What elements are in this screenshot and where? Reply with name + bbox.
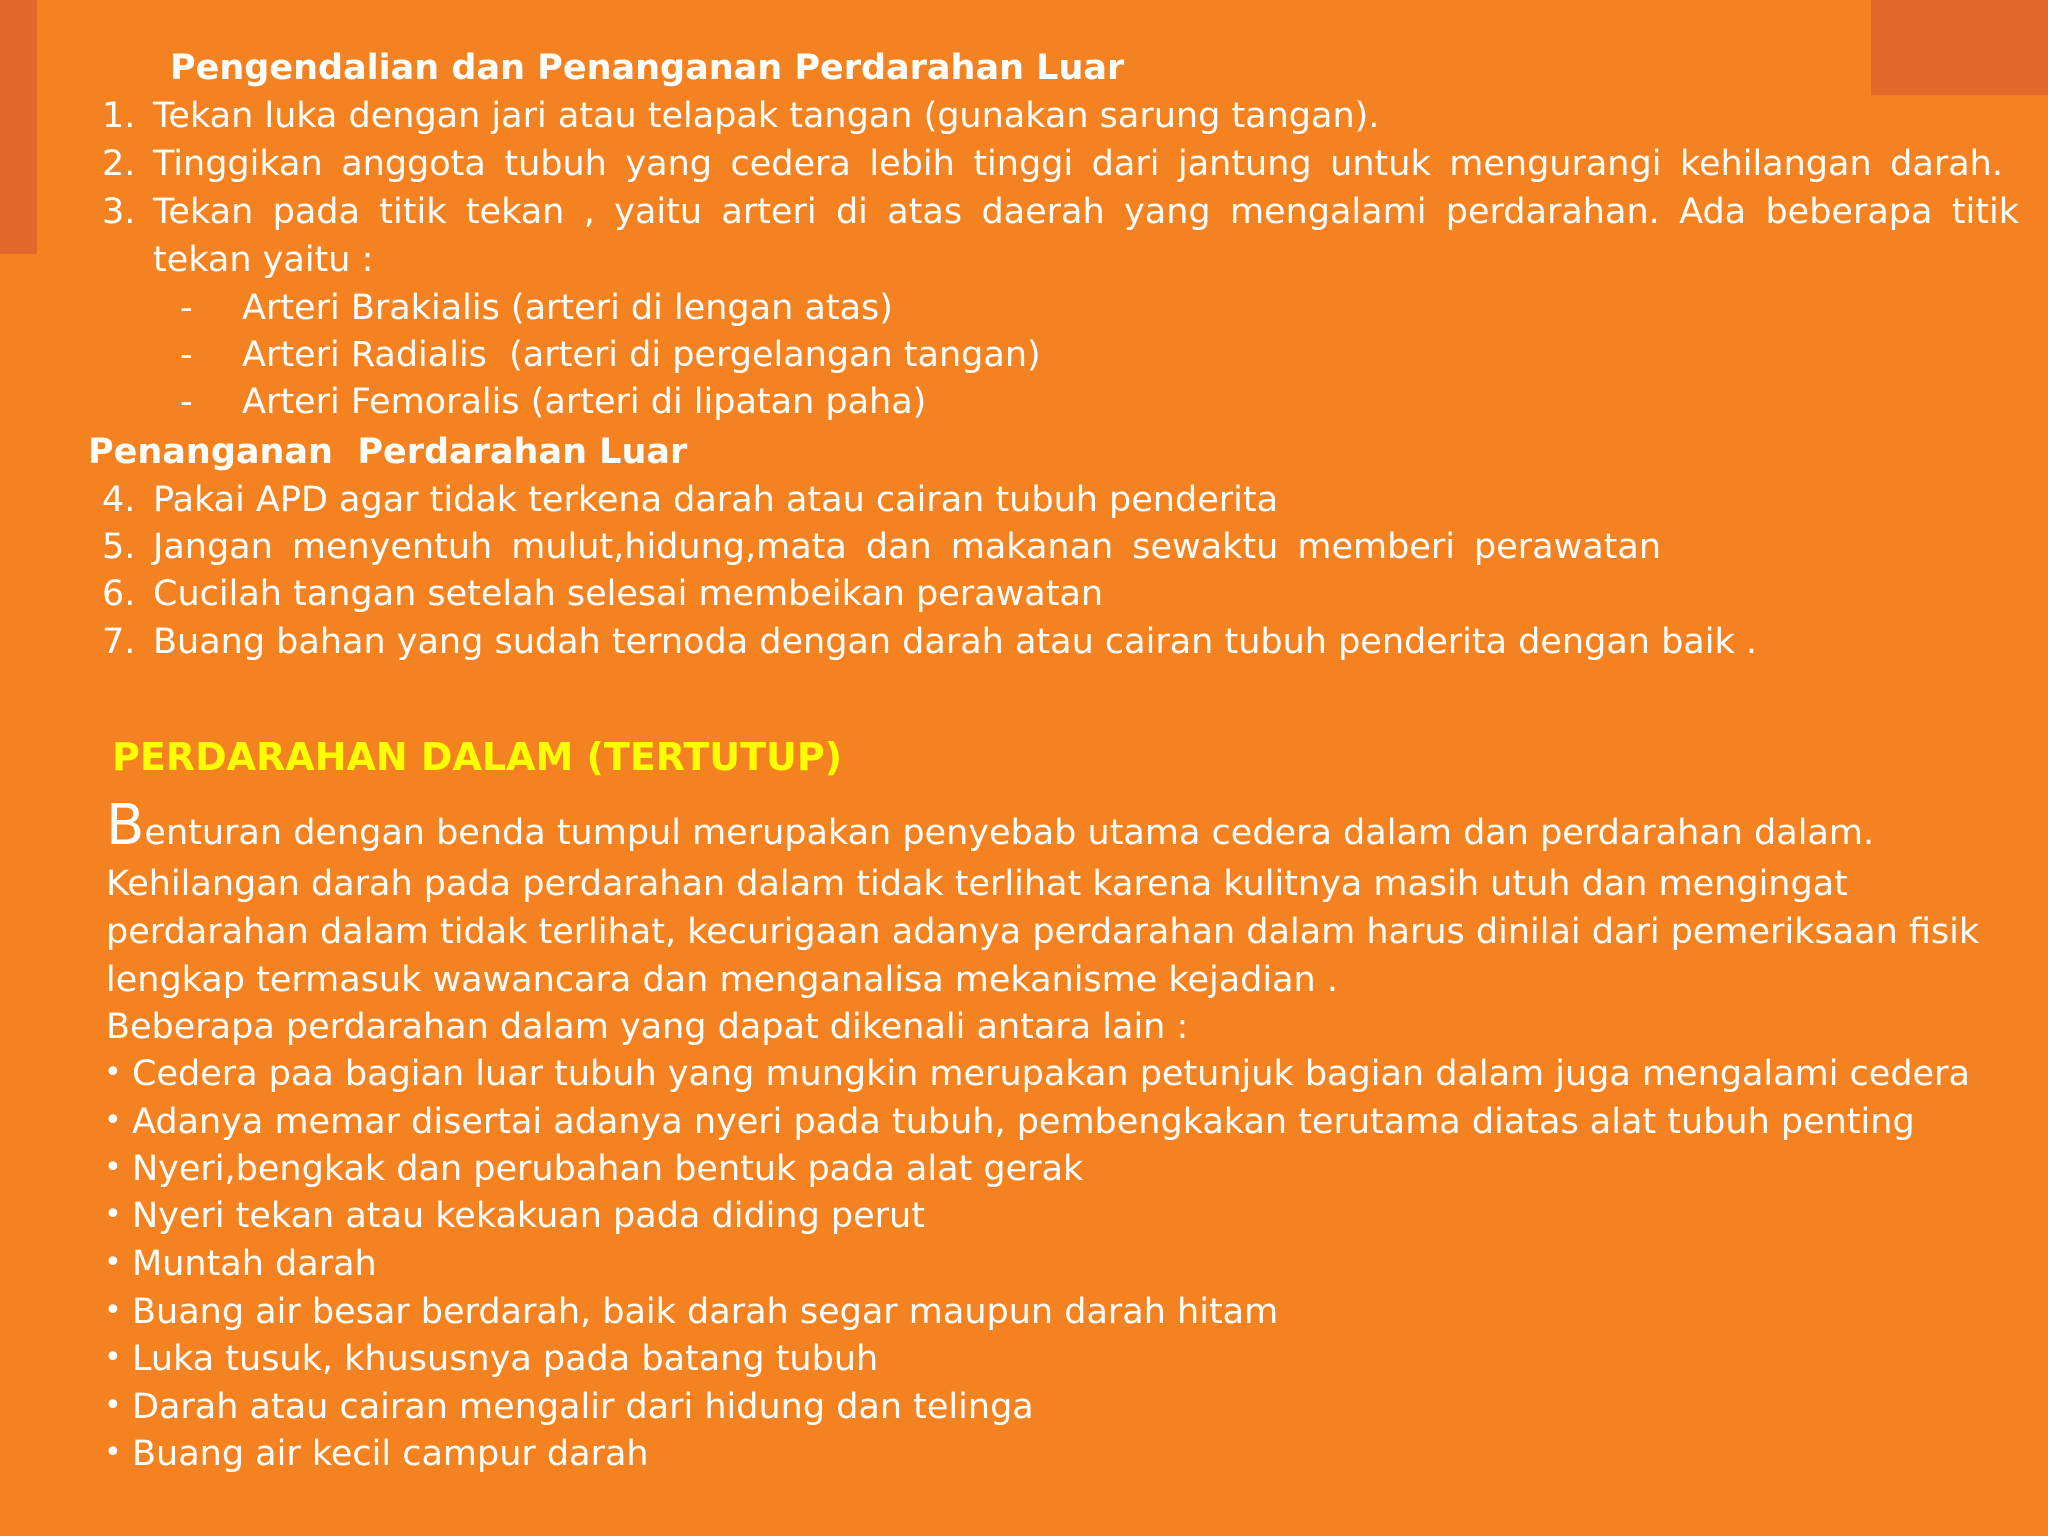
item-number: 7.	[102, 622, 136, 662]
item-text: Tekan luka dengan jari atau telapak tangan (gunakan sarung tangan).	[153, 96, 1380, 136]
item-number: 2.	[102, 144, 136, 184]
item-text: Buang bahan yang sudah ternoda dengan darah atau cairan tubuh penderita dengan baik .	[153, 622, 1757, 662]
paragraph-line-4: lengkap termasuk wawancara dan menganalisa mekanisme kejadian .	[106, 960, 1338, 1000]
bullet-mark: •	[104, 1055, 122, 1090]
bullet-text: Luka tusuk, khususnya pada batang tubuh	[132, 1339, 879, 1379]
bullet-mark: •	[104, 1103, 122, 1138]
bullet-mark: •	[104, 1340, 122, 1375]
item-text: Pakai APD agar tidak terkena darah atau cairan tubuh penderita	[153, 480, 1279, 520]
item-number: 6.	[102, 574, 136, 614]
item-text: Jangan menyentuh mulut,hidung,mata dan makanan sewaktu memberi perawatan	[153, 527, 1661, 567]
item-text-continued: tekan yaitu :	[153, 240, 374, 280]
item-number: 4.	[102, 480, 136, 520]
bullet-text: Nyeri,bengkak dan perubahan bentuk pada alat gerak	[132, 1149, 1084, 1189]
paragraph-line-1	[106, 793, 1875, 858]
item-text: Tekan pada titik tekan , yaitu arteri di atas daerah yang mengalami perdarahan. Ada beberapa titik	[153, 192, 2019, 232]
bullet-mark: •	[104, 1197, 122, 1232]
bullet-text: Adanya memar disertai adanya nyeri pada tubuh, pembengkakan terutama diatas alat tubuh penting	[132, 1102, 1915, 1142]
list-intro: Beberapa perdarahan dalam yang dapat dikenali antara lain :	[106, 1007, 1189, 1047]
item-text: Cucilah tangan setelah selesai membeikan perawatan	[153, 574, 1104, 614]
item-number: 1.	[102, 96, 136, 136]
item-number: 3.	[102, 192, 136, 232]
paragraph-line-1-rest: enturan dengan benda tumpul merupakan penyebab utama cedera dalam dan perdarahan dalam.	[144, 813, 1875, 853]
section2-title: Penanganan Perdarahan Luar	[88, 432, 688, 472]
bullet-mark: •	[104, 1388, 122, 1423]
bullet-mark: •	[104, 1245, 122, 1280]
section3-heading: PERDARAHAN DALAM (TERTUTUP)	[112, 735, 843, 779]
section1-title: Pengendalian dan Penanganan Perdarahan Luar	[170, 48, 1125, 88]
bullet-mark: •	[104, 1435, 122, 1470]
sub-item-text: Arteri Femoralis (arteri di lipatan paha)	[242, 382, 927, 422]
sub-item-text: Arteri Radialis (arteri di pergelangan tangan)	[242, 335, 1041, 375]
bullet-text: Nyeri tekan atau kekakuan pada diding perut	[132, 1196, 925, 1236]
bullet-mark: •	[104, 1293, 122, 1328]
bullet-text: Buang air kecil campur darah	[132, 1434, 649, 1474]
bullet-text: Muntah darah	[132, 1244, 377, 1284]
bullet-text: Cedera paa bagian luar tubuh yang mungkin merupakan petunjuk bagian dalam juga mengalami cedera	[132, 1054, 1970, 1094]
sub-item-dash: -	[180, 335, 193, 375]
bullet-text: Darah atau cairan mengalir dari hidung dan telinga	[132, 1387, 1034, 1427]
bullet-mark: •	[104, 1150, 122, 1185]
paragraph-line-2: Kehilangan darah pada perdarahan dalam tidak terlihat karena kulitnya masih utuh dan mengingat	[106, 864, 1848, 904]
paragraph-line-3: perdarahan dalam tidak terlihat, kecurigaan adanya perdarahan dalam harus dinilai dari pemeriksaan fisik	[106, 912, 1980, 952]
sub-item-text: Arteri Brakialis (arteri di lengan atas)	[242, 288, 893, 328]
bullet-text: Buang air besar berdarah, baik darah segar maupun darah hitam	[132, 1292, 1279, 1332]
sub-item-dash: -	[180, 382, 193, 422]
left-accent-bar	[0, 0, 37, 254]
item-text: Tinggikan anggota tubuh yang cedera lebih tinggi dari jantung untuk mengurangi kehilangan darah.	[153, 144, 2003, 184]
item-number: 5.	[102, 527, 136, 567]
top-right-accent-block	[1871, 0, 2048, 95]
drop-cap: B	[106, 793, 145, 858]
sub-item-dash: -	[180, 288, 193, 328]
